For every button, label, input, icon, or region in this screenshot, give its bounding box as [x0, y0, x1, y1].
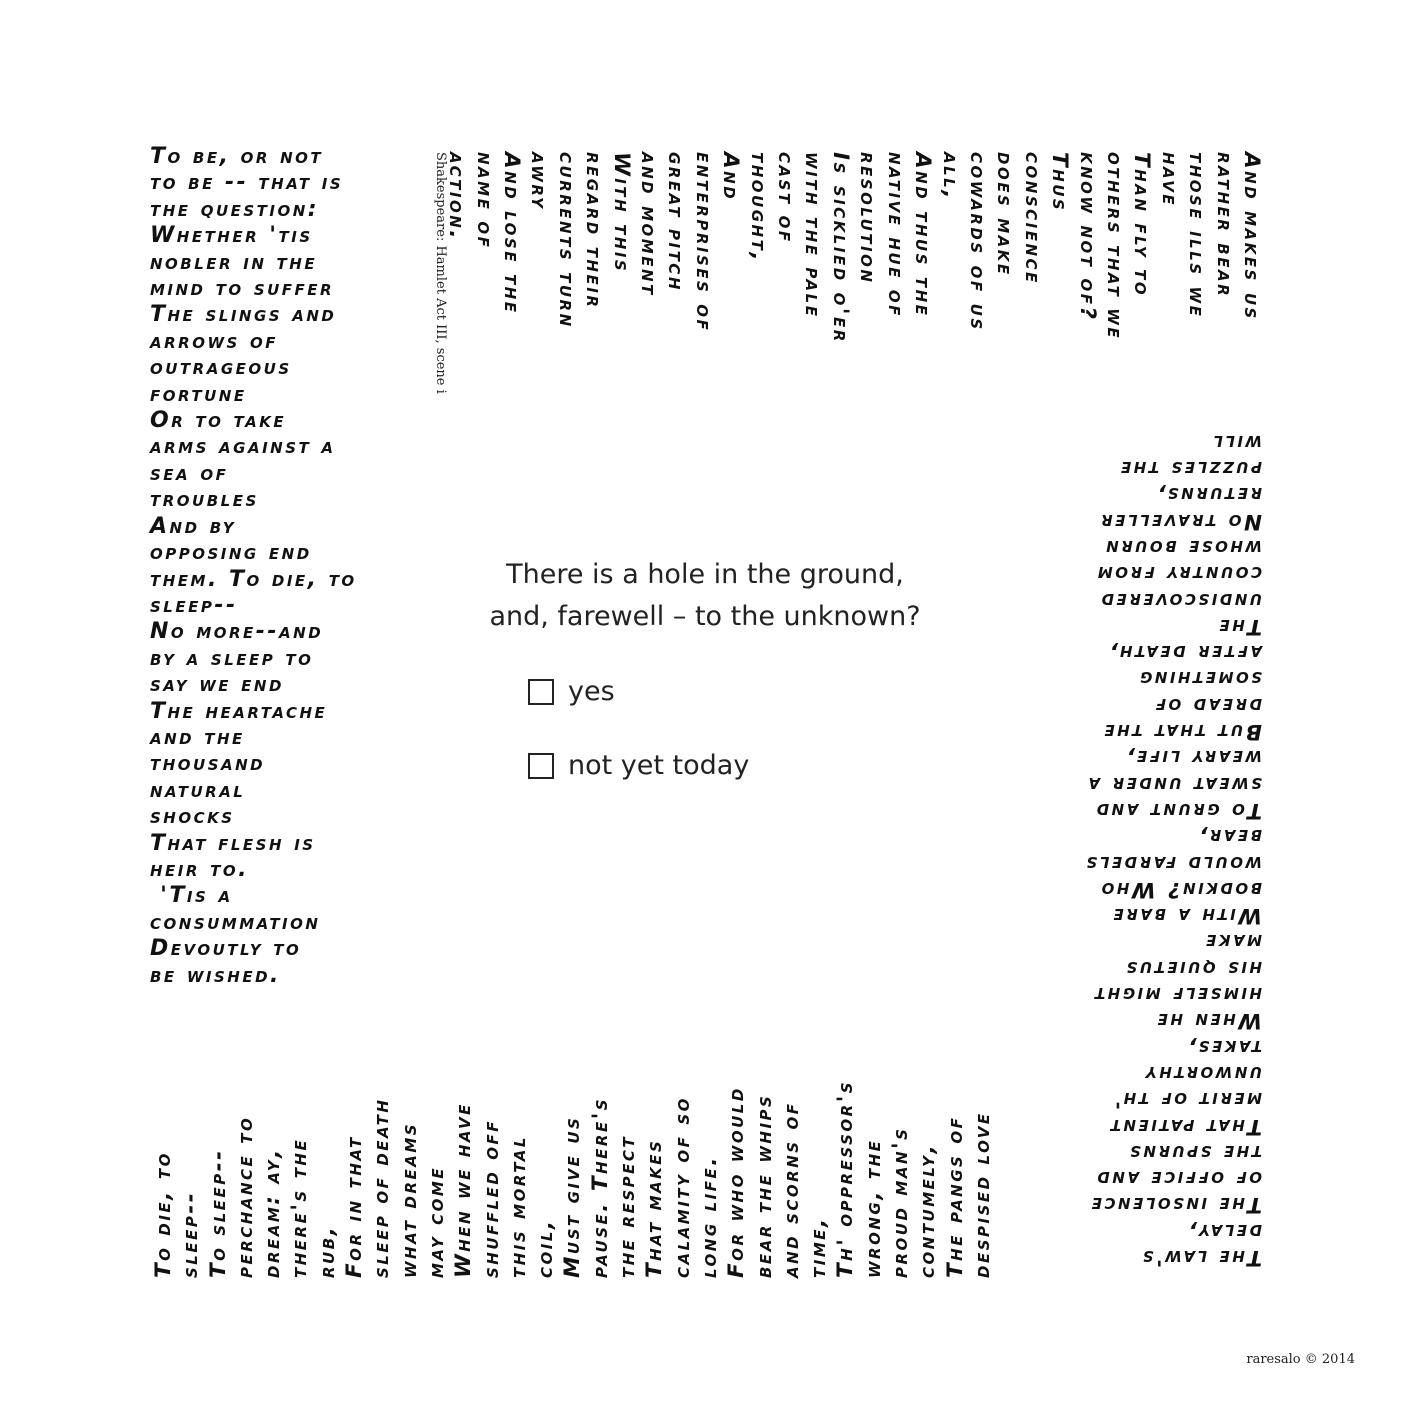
poem-line: With this	[608, 152, 634, 274]
poem-line: others that we	[1101, 152, 1127, 341]
poem-line: after death,	[1106, 640, 1262, 666]
poem-line: That flesh is	[150, 830, 316, 856]
poem-line: perchance to	[232, 1115, 258, 1278]
poem-line: with the pale	[800, 152, 826, 319]
poem-line: cast of	[773, 152, 799, 244]
poem-line: unworthy	[1143, 1060, 1262, 1086]
poem-line: rather bear	[1211, 152, 1237, 299]
attribution: Shakespeare: Hamlet Act III, scene i	[433, 152, 448, 394]
question-line-1: There is a hole in the ground,	[506, 559, 904, 590]
poem-line: But that the	[1102, 719, 1262, 745]
poem-line: arrows of	[150, 328, 278, 354]
yes-checkbox[interactable]	[528, 679, 554, 705]
poem-line: And	[718, 152, 744, 202]
option-yes[interactable]	[528, 676, 615, 707]
poem-line: regard their	[581, 152, 607, 310]
poem-line: contumely,	[915, 1142, 941, 1278]
poem-line: awry	[526, 152, 552, 211]
poem-line: whose bourn	[1103, 534, 1262, 560]
poem-block-top	[443, 152, 1265, 344]
poem-line: be wished.	[150, 962, 281, 988]
poem-line: country from	[1095, 561, 1262, 587]
question	[450, 554, 960, 638]
poem-line: sleep--	[178, 1190, 204, 1278]
poem-line: nobler in the	[150, 249, 318, 275]
poem-line: by a sleep to	[150, 645, 314, 671]
poem-line: sleep of death	[369, 1097, 395, 1278]
poem-line: thousand	[150, 751, 266, 777]
poem-line: merit of th'	[1112, 1087, 1262, 1113]
poem-line: the question:	[150, 196, 320, 222]
poem-line: For in that	[342, 1135, 368, 1278]
poem-line: When he	[1155, 1008, 1262, 1034]
poem-line: long life.	[696, 1155, 722, 1278]
poem-line: The pangs of	[942, 1115, 968, 1278]
poem-line: puzzles the	[1118, 456, 1262, 482]
poem-line: dread of	[1153, 692, 1262, 718]
poem-line: sweat under a	[1085, 771, 1262, 797]
poem-line: For who would	[724, 1086, 750, 1278]
poem-line: the spurns	[1127, 1139, 1262, 1165]
poem-line: wrong, the	[860, 1138, 886, 1278]
poem-line: conscience	[1019, 152, 1045, 285]
poem-line: No more--and	[150, 619, 324, 645]
poem-line: and moment	[636, 152, 662, 297]
poem-line: Thus	[1047, 152, 1073, 213]
poem-line: of office and	[1094, 1166, 1262, 1192]
poem-line: there's the	[287, 1137, 313, 1278]
poem-line: does make	[992, 152, 1018, 277]
poem-line: arms against a	[150, 434, 336, 460]
poem-line: calamity of so	[669, 1096, 695, 1278]
option-not-yet-today[interactable]	[528, 750, 749, 781]
poem-line: To sleep--	[205, 1148, 231, 1278]
poem-line: returns,	[1154, 482, 1262, 508]
poem-line: name of	[471, 152, 497, 250]
poem-line: know not of?	[1074, 152, 1100, 322]
poem-line: great pitch	[663, 152, 689, 292]
poem-line: cowards of us	[964, 152, 990, 332]
poem-line: action.	[444, 152, 470, 241]
poem-line: bear the whips	[751, 1093, 777, 1278]
poem-line: takes,	[1185, 1034, 1262, 1060]
poem-line: That makes	[642, 1138, 668, 1278]
poem-line: The insolence	[1089, 1192, 1262, 1218]
poem-line: To be, or not	[150, 144, 324, 169]
copyright: raresalo © 2014	[1246, 1352, 1355, 1367]
poem-line: The heartache	[150, 698, 328, 724]
poem-block-right	[1084, 429, 1262, 1271]
poem-line: those ills we	[1184, 152, 1210, 319]
poem-line: all,	[937, 152, 963, 201]
poem-line: have	[1156, 152, 1182, 207]
poem-line: would fardels	[1083, 850, 1262, 876]
poem-line: time,	[806, 1216, 832, 1278]
poem-line: sea of	[150, 460, 229, 486]
poem-line: shuffled off	[478, 1118, 504, 1278]
poem-line: himself might	[1092, 982, 1262, 1008]
poem-line: Or to take	[150, 408, 287, 434]
poem-block-left	[150, 144, 357, 989]
poem-line: make	[1203, 929, 1262, 955]
poem-line: what dreams	[396, 1121, 422, 1278]
poem-line: The	[1217, 613, 1262, 639]
poem-line: No traveller	[1098, 508, 1262, 534]
poem-line: With a bare	[1111, 903, 1262, 929]
poem-line: That patient	[1108, 1113, 1262, 1139]
poem-line: delay,	[1185, 1218, 1262, 1244]
poem-line: Whether 'tis	[150, 223, 313, 249]
poem-line: enterprises of	[690, 152, 716, 333]
poem-line: And makes us	[1239, 152, 1264, 321]
poem-line: bear,	[1196, 824, 1262, 850]
poem-line: undiscovered	[1099, 587, 1262, 613]
poem-line: rub,	[314, 1224, 340, 1278]
poem-line: them. To die, to	[150, 566, 357, 592]
poem-line: 'Tis a	[150, 883, 233, 909]
poem-line: this mortal	[505, 1135, 531, 1278]
poem-line: say we end	[150, 672, 284, 698]
poem-line: and the	[150, 724, 245, 750]
poem-line: To die, to	[151, 1151, 176, 1278]
poem-line: fortune	[150, 381, 247, 407]
poem-line: And by	[150, 513, 237, 539]
poem-line: troubles	[150, 487, 259, 513]
poem-line: coil,	[533, 1218, 559, 1278]
poem-line: The slings and	[150, 302, 337, 328]
poem-line: Must give us	[560, 1115, 586, 1278]
poem-line: thought,	[745, 152, 771, 263]
poem-line: his quietus	[1124, 955, 1262, 981]
poem-line: And lose the	[499, 152, 525, 315]
poem-line: To grunt and	[1094, 797, 1262, 823]
poem-line: proud man's	[888, 1126, 914, 1278]
poem-line: and scorns of	[778, 1101, 804, 1278]
not-yet-today-label[interactable]: not yet today	[568, 750, 750, 781]
poem-line: may come	[423, 1165, 449, 1278]
poem-line: outrageous	[150, 355, 292, 381]
poem-line: consummation	[150, 909, 321, 935]
poem-line: bodkin? Who	[1099, 876, 1262, 902]
poem-line: The law's	[1140, 1245, 1262, 1270]
poem-line: Is sicklied o'er	[827, 152, 853, 344]
poem-line: resolution	[855, 152, 881, 285]
poem-line: pause. There's	[587, 1096, 613, 1278]
poem-line: Than fly to	[1129, 152, 1155, 298]
poem-line: shocks	[150, 804, 235, 830]
poem-line: currents turn	[553, 152, 579, 329]
poem-line: native hue of	[882, 152, 908, 318]
poem-line: heir to.	[150, 856, 249, 882]
poem-line: sleep--	[150, 592, 238, 618]
poem-line: Devoutly to	[150, 936, 302, 962]
poem-line: And thus the	[910, 152, 936, 318]
poem-line: despised love	[969, 1111, 995, 1278]
question-line-2: and, farewell – to the unknown?	[489, 601, 921, 632]
not-yet-today-checkbox[interactable]	[528, 753, 554, 779]
poem-line: natural	[150, 777, 246, 803]
poem-block-bottom	[150, 1080, 996, 1278]
poem-line: dream: ay,	[260, 1147, 286, 1278]
yes-label[interactable]: yes	[568, 676, 615, 707]
poem-line: the respect	[615, 1134, 641, 1278]
poem-line: something	[1137, 666, 1262, 692]
poem-line: to be -- that is	[150, 170, 344, 196]
poem-line: mind to suffer	[150, 276, 335, 302]
poem-line: When we have	[451, 1102, 477, 1278]
poem-line: opposing end	[150, 540, 312, 566]
poem-line: weary life,	[1123, 745, 1262, 771]
poem-line: will	[1210, 429, 1262, 455]
poem-line: Th' oppressor's	[833, 1079, 859, 1278]
